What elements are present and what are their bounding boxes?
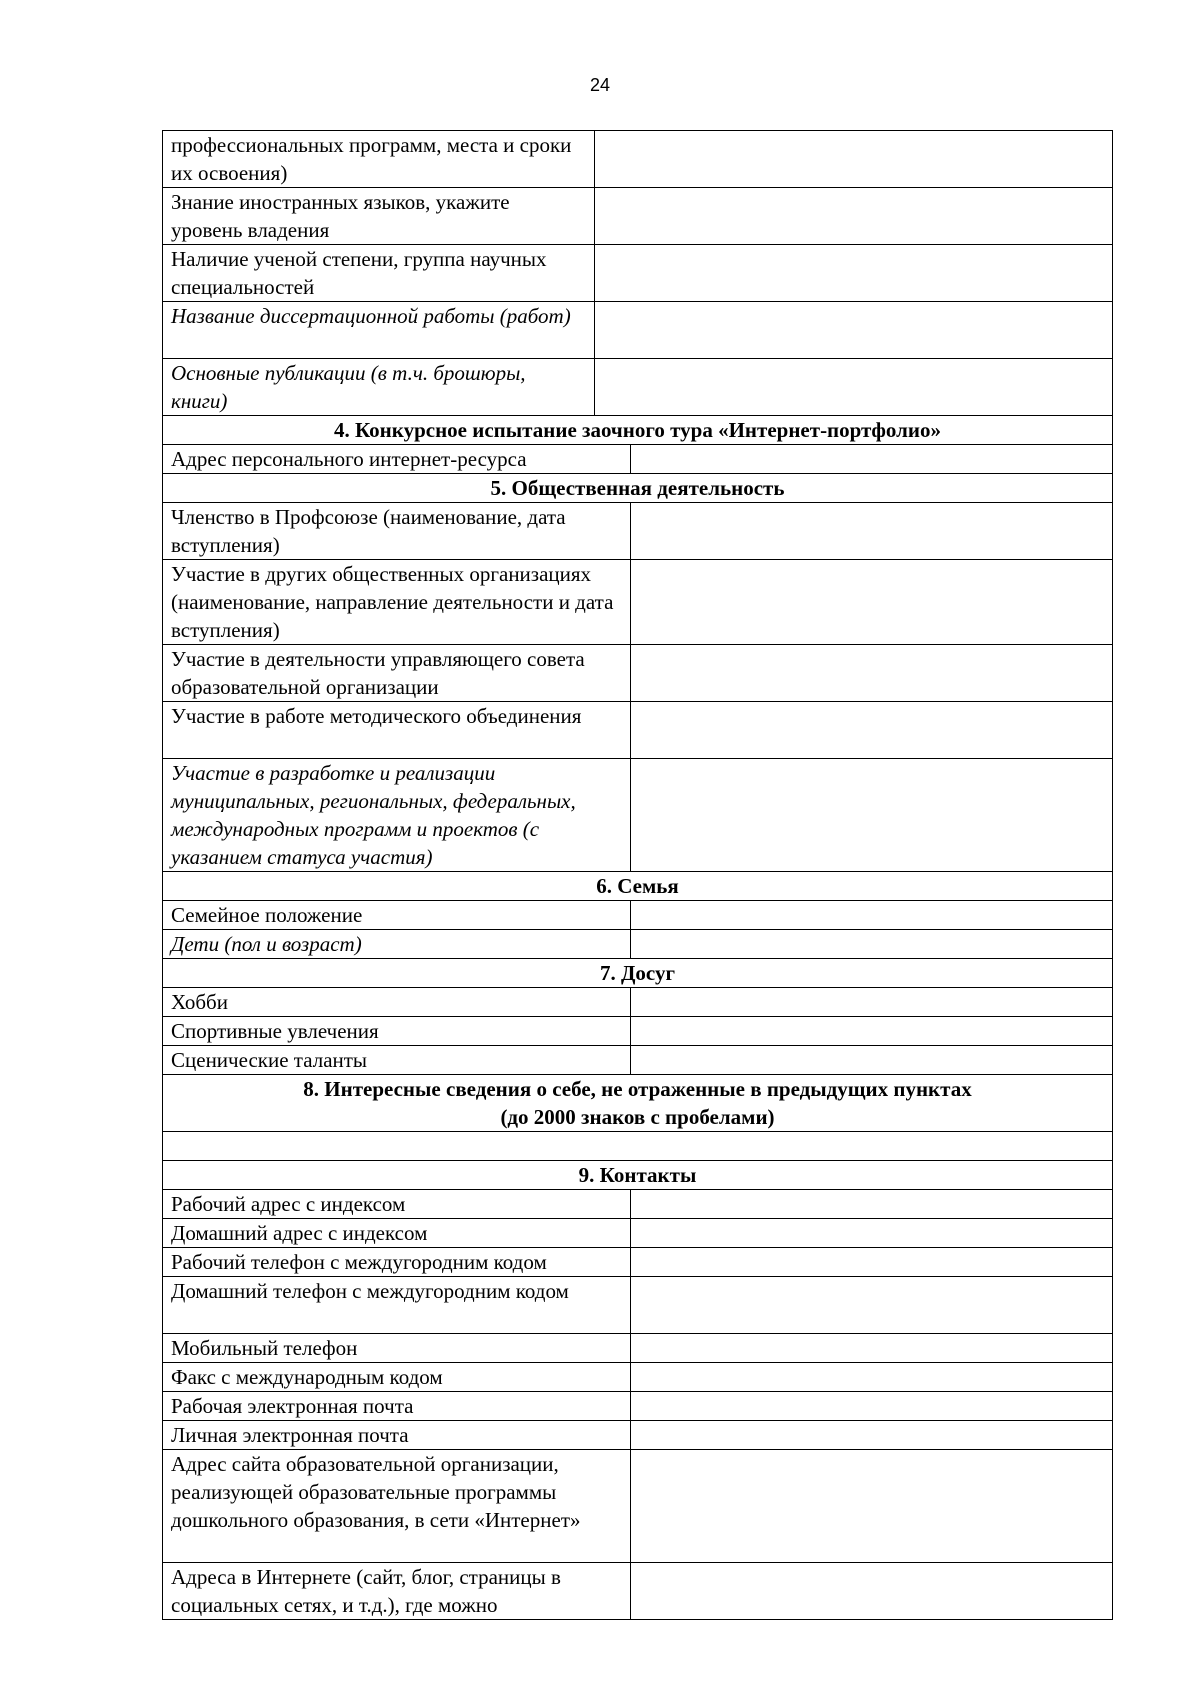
- table-row: [163, 245, 1113, 302]
- value-cell[interactable]: [631, 1449, 1113, 1562]
- value-cell[interactable]: [631, 900, 1113, 929]
- value-cell[interactable]: [631, 1045, 1113, 1074]
- value-cell[interactable]: [631, 444, 1113, 473]
- table-row: [163, 302, 1113, 359]
- value-cell[interactable]: [631, 644, 1113, 701]
- row-label: Членство в Профсоюзе (наименование, дата вступления): [163, 502, 631, 559]
- row-label: профессиональных программ, места и сроки их освоения): [163, 131, 595, 188]
- table-row: [163, 1333, 1113, 1362]
- value-cell[interactable]: [631, 502, 1113, 559]
- value-cell[interactable]: [631, 1276, 1113, 1333]
- table-row: [163, 1189, 1113, 1218]
- value-cell[interactable]: [631, 1247, 1113, 1276]
- row-label: Рабочая электронная почта: [163, 1391, 631, 1420]
- row-label: Личная электронная почта: [163, 1420, 631, 1449]
- value-cell[interactable]: [631, 1333, 1113, 1362]
- table-row: [163, 644, 1113, 701]
- section-header-5: 5. Общественная деятельность: [163, 473, 1113, 502]
- section-header-8: [163, 1074, 1113, 1131]
- section-header-6: 6. Семья: [163, 871, 1113, 900]
- row-label: Мобильный телефон: [163, 1333, 631, 1362]
- row-label: Наличие ученой степени, группа научных специальностей: [163, 245, 595, 302]
- table-row: [163, 758, 1113, 871]
- value-cell[interactable]: [631, 758, 1113, 871]
- table-row: [163, 929, 1113, 958]
- value-cell[interactable]: [595, 245, 1113, 302]
- table-row: [163, 359, 1113, 416]
- row-label: Хобби: [163, 987, 631, 1016]
- value-cell[interactable]: [631, 1362, 1113, 1391]
- table-row: [163, 1045, 1113, 1074]
- form-table-part-b: [162, 415, 1113, 1620]
- section-8-title-line-1: 8. Интересные сведения о себе, не отраженные в предыдущих пунктах: [303, 1076, 972, 1101]
- row-label: Домашний телефон с междугородним кодом: [163, 1276, 631, 1333]
- value-cell[interactable]: [631, 1562, 1113, 1619]
- table-row: [163, 1391, 1113, 1420]
- section-header-4: 4. Конкурсное испытание заочного тура «Интернет-портфолио»: [163, 415, 1113, 444]
- row-label: Адреса в Интернете (сайт, блог, страницы в социальных сетях, и т.д.), где можно: [163, 1562, 631, 1619]
- table-row: [163, 559, 1113, 644]
- row-label: Название диссертационной работы (работ): [163, 302, 595, 359]
- table-row: [163, 900, 1113, 929]
- row-label: Семейное положение: [163, 900, 631, 929]
- section-8-title-line-2: (до 2000 знаков с пробелами): [500, 1104, 775, 1129]
- table-row: [163, 502, 1113, 559]
- table-row: [163, 1562, 1113, 1619]
- row-label: Адрес сайта образовательной организации, реализующей образовательные программы дошкольного образования, в сети «Интернет»: [163, 1449, 631, 1562]
- row-label: Участие в работе методического объединения: [163, 701, 631, 758]
- value-cell[interactable]: [631, 1420, 1113, 1449]
- table-row: [163, 1247, 1113, 1276]
- section-header-9: 9. Контакты: [163, 1160, 1113, 1189]
- value-cell[interactable]: [595, 131, 1113, 188]
- row-label: Спортивные увлечения: [163, 1016, 631, 1045]
- table-row: [163, 1016, 1113, 1045]
- row-label: Основные публикации (в т.ч. брошюры, книги): [163, 359, 595, 416]
- value-cell[interactable]: [631, 929, 1113, 958]
- table-row: [163, 1276, 1113, 1333]
- value-cell[interactable]: [631, 1391, 1113, 1420]
- value-cell[interactable]: [631, 987, 1113, 1016]
- row-label: Рабочий телефон с междугородним кодом: [163, 1247, 631, 1276]
- value-cell[interactable]: [631, 559, 1113, 644]
- value-cell[interactable]: [595, 188, 1113, 245]
- free-text-row: [163, 1131, 1113, 1160]
- row-label: Знание иностранных языков, укажите уровень владения: [163, 188, 595, 245]
- free-text-cell[interactable]: [163, 1131, 1113, 1160]
- table-row: [163, 1449, 1113, 1562]
- section-header-7: 7. Досуг: [163, 958, 1113, 987]
- row-label: Сценические таланты: [163, 1045, 631, 1074]
- row-label: Участие в других общественных организациях (наименование, направление деятельности и дата вступления): [163, 559, 631, 644]
- value-cell[interactable]: [631, 1016, 1113, 1045]
- row-label: Домашний адрес с индексом: [163, 1218, 631, 1247]
- value-cell[interactable]: [595, 302, 1113, 359]
- form-table-part-a: [162, 130, 1113, 416]
- application-form: [162, 130, 1112, 1620]
- row-label: Адрес персонального интернет-ресурса: [163, 444, 631, 473]
- value-cell[interactable]: [631, 701, 1113, 758]
- table-row: [163, 131, 1113, 188]
- row-label: Дети (пол и возраст): [163, 929, 631, 958]
- table-row: [163, 1218, 1113, 1247]
- value-cell[interactable]: [631, 1189, 1113, 1218]
- table-row: [163, 444, 1113, 473]
- table-row: [163, 1420, 1113, 1449]
- value-cell[interactable]: [595, 359, 1113, 416]
- table-row: [163, 701, 1113, 758]
- value-cell[interactable]: [631, 1218, 1113, 1247]
- table-row: [163, 987, 1113, 1016]
- row-label: Рабочий адрес с индексом: [163, 1189, 631, 1218]
- row-label: Факс с международным кодом: [163, 1362, 631, 1391]
- row-label: Участие в деятельности управляющего совета образовательной организации: [163, 644, 631, 701]
- page-number: 24: [589, 75, 611, 95]
- table-row: [163, 1362, 1113, 1391]
- table-row: [163, 188, 1113, 245]
- row-label: Участие в разработке и реализации муниципальных, региональных, федеральных, международных программ и проектов (с указанием статуса участия): [163, 758, 631, 871]
